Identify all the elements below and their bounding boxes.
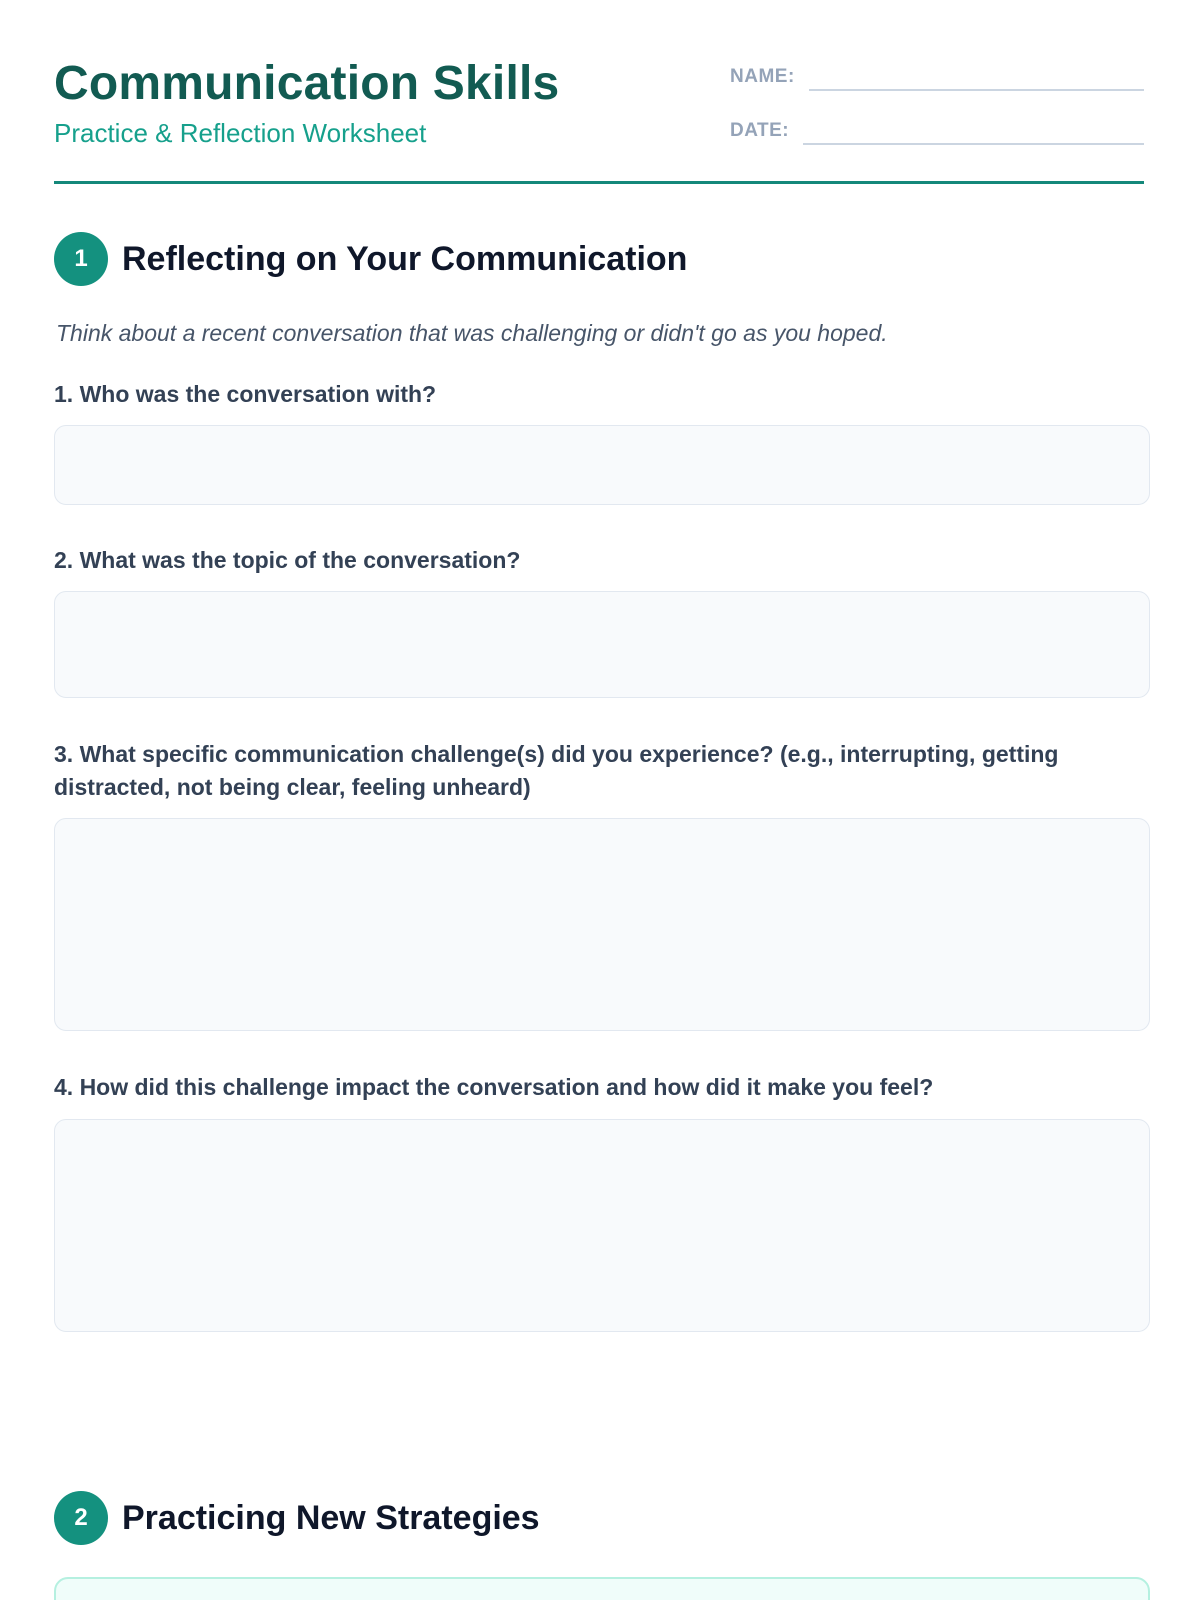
section-number-badge: 1 xyxy=(54,232,108,286)
name-write-line[interactable] xyxy=(809,89,1144,91)
answer-box[interactable] xyxy=(54,818,1150,1031)
worksheet-subtitle: Practice & Reflection Worksheet xyxy=(54,118,427,148)
date-label: DATE: xyxy=(730,120,790,141)
section-title: Reflecting on Your Communication xyxy=(122,239,688,278)
answer-box[interactable] xyxy=(54,1119,1150,1332)
question-label: 4. How did this challenge impact the conversation and how did it make you feel? xyxy=(54,1074,934,1100)
date-field xyxy=(730,120,1144,142)
section-1-heading xyxy=(54,232,687,286)
section-intro: Think about a recent conversation that was challenging or didn't go as you hoped. xyxy=(56,320,888,346)
name-label: NAME: xyxy=(730,66,795,87)
section-title: Practicing New Strategies xyxy=(122,1498,540,1537)
question-label: 1. Who was the conversation with? xyxy=(54,381,437,407)
answer-box[interactable] xyxy=(54,425,1150,505)
date-write-line[interactable] xyxy=(803,143,1144,145)
section-2-heading xyxy=(54,1491,540,1545)
worksheet-title: Communication Skills xyxy=(54,57,560,110)
worksheet-header xyxy=(54,0,1144,184)
question-label: 3. What specific communication challenge(s) did you experience? (e.g., interrupting, getting distracted, not being clear, feeling unheard) xyxy=(54,741,1059,800)
section-number-badge: 2 xyxy=(54,1491,108,1545)
question-label: 2. What was the topic of the conversation? xyxy=(54,547,521,573)
answer-box[interactable] xyxy=(54,591,1150,698)
name-field xyxy=(730,66,1144,88)
strategy-box xyxy=(54,1577,1150,1600)
